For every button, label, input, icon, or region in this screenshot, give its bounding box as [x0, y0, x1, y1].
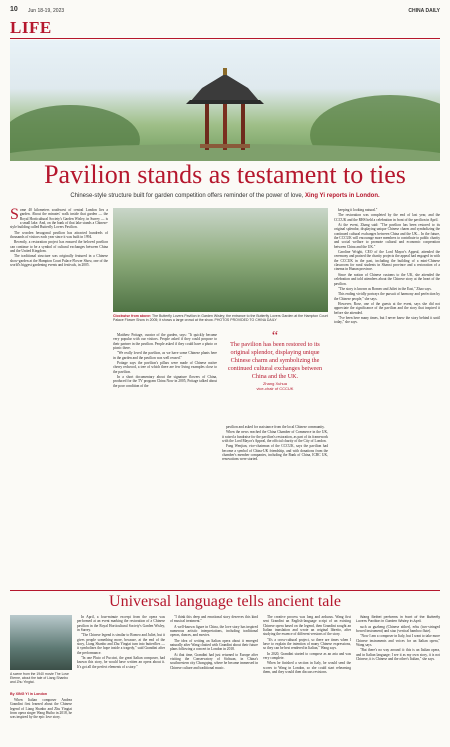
subhead-text: Chinese-style structure built for garden competition offers reminder of the power of love,	[70, 193, 304, 199]
paragraph: "In one Pluto of Puccini, the great Italian composer, had known this story, he would have written an opera about it. It's got all the perfect elements of a story."	[77, 656, 165, 669]
second-byline: By XING YI in London	[10, 692, 48, 696]
caption-text: The Butterfly Lovers Pavilion in Garden Wisley; the entrance to the Butterfly Lovers Garden at the Hampton Court Palace Flower Show in 2005; it shows a large crowd at the show. PHOTOS PROVIDED TO CHINA DAILY	[113, 314, 328, 323]
caption-label: Clockwise from above:	[113, 314, 152, 318]
issue-date: Jun 18-19, 2023	[28, 8, 65, 14]
paragraph: When he finished a section in Italy, he would send the scores to Wang in London, so she could start rehearsing them, and they would then discuss revisions.	[263, 661, 351, 675]
paragraph: Since the notion of Chinese customs to the UK, she attended the celebration and told attendees about the Chinese story at the heart of the pavilion.	[334, 272, 440, 286]
paragraph: Caroline Wright, CEO of the Lord Mayor's Appeal, attended the ceremony and praised the charity projects the appeal had engaged in with the CCCUK in the past, including the building of a mini-Chinese classroom for rural students in Shanxi province and a restoration of a cinema in Hunan province.	[334, 250, 440, 272]
section-title: LIFE	[10, 18, 52, 37]
second-headline: Universal language tells ancient tale	[109, 593, 341, 610]
paragraph: Fang Wenjian, vice-chairman of the CCCUK, says the pavilion had become a symbol of China-UK friendship, and with donations from the chamber's member companies, including the Bank of China, ICBC UK, renovations were started.	[222, 444, 328, 462]
paragraph: At the event, Zhang said: "The pavilion has been restored to its original splendor, displaying unique Chinese charm and symbolizing the continued cultural exchanges between China and the UK... In the future, the CCCUK will encourage more members to contribute to public charity and social welfare to promote cultural and economic cooperation between China and the UK."	[334, 223, 440, 249]
hero-photo	[10, 40, 440, 161]
paragraph: In a short documentary about the signature flowers of China, produced for the TV program China Now in 2005, Pottage talked about the poor condition of the	[113, 375, 217, 388]
second-column-1	[10, 698, 72, 743]
paragraph: "I've been here many times, but I never knew the story behind it until today," she says.	[334, 315, 440, 325]
paragraph: Wang Beibei performs in front of the Butterfly Lovers Pavilion in Garden Wisley in April.	[356, 615, 440, 624]
paragraph: "I think this deep and emotional story deserves this kind of musical treatment."	[170, 615, 258, 624]
paragraph: At that time, Grandini had just returned to Europe after visiting the Conservatory of Sichuan, in China's southwestern city Chongqing, where he became immersed in Chinese culture and traditional music.	[170, 652, 258, 670]
quote-role: vice-chair of CCCUK	[256, 386, 294, 391]
page-header	[10, 6, 440, 18]
paragraph: "We really loved the pavilion, as we have some Chinese plants here in the garden and the pavilion was well reused."	[113, 351, 217, 360]
pull-quote	[222, 329, 328, 425]
paragraph: In April, a four-minute excerpt from the opera was performed at an event marking the restoration of a Chinese pavilion in the Royal Horticultural Society's Garden Wisley, in Surrey.	[77, 615, 165, 633]
article-column-1	[10, 208, 108, 588]
paragraph: The wooden hexagonal pavilion has attracted hundreds of thousands of visitors each year since it was built in 1994.	[10, 230, 108, 240]
paragraph: When Italian composer Andrea Grandini first learned about the Chinese legend of Liang Shanbo and Zhu Yingtai from opera singer Wang Huibo in 2018, he was inspired by the epic love story.	[10, 698, 72, 720]
paragraph: In 2020, Grandini started to compose as an aria and was very complete.	[263, 651, 351, 661]
section-rule	[10, 38, 440, 39]
main-headline: Pavilion stands as testament to ties	[44, 160, 406, 189]
quote-text: The pavilion has been restored to its original splendor, displaying unique Chinese charm and symbolizing the continued cultural exchanges between China and the UK.	[227, 341, 323, 380]
paragraph: When the news reached the China Chamber of Commerce in the UK, it raised a fundraise for the pavilion's restoration, as part of its framework with the Lord Mayor's Appeal, the official charity of the City of London.	[222, 430, 328, 444]
paper-name: CHINA DAILY	[408, 8, 440, 14]
second-column-5	[356, 615, 440, 743]
paragraph: However, Rose, one of the guests at the event, says she did not appreciate the significance of the pavilion and the story that inspired it before she attended.	[334, 301, 440, 315]
quote-mark-icon: “	[271, 329, 279, 344]
drop-cap: S	[10, 206, 19, 223]
paragraph: "The Chinese legend is similar to Romeo and Juliet, but it gives people something more, because, at the end of the story, Liang Shanbo and Zhu Yingtai turn into butterflies — it symbolizes the hope inside a tragedy," said Grandini after the performance.	[77, 633, 165, 655]
paragraph: Pottage says the pavilion's pillars were made of Chinese native cherry redwood, a tree of which there are few living examples close to the pavilion.	[113, 361, 217, 374]
paragraph: "But there's no way around it: this is an Italian opera, and in Italian language; I see it as my own story, it is not Chinese, it is Chinese and the other's Italian," she says.	[356, 648, 440, 662]
paragraph: Matthew Pottage, curator of the garden, says: "It quickly became very popular with our visitors. People asked if they could propose to their partner in the pavilion. People asked if they could have a photo or picnic there.	[113, 333, 217, 351]
movie-still-caption: A scene from the 1940 movie The Love Eterne, about the tale of Liang Shanbo and Zhu Yingtai.	[10, 672, 69, 684]
paragraph: "It's a cross-cultural project, so there are times when I have to explain the intention of many Chinese expressions, so they can be best rendered in Italian," Wang says.	[263, 637, 351, 651]
pavilion-illustration	[10, 40, 440, 161]
second-column-4	[263, 615, 351, 743]
paragraph: "The story is known as Romeo and Juliet in the East," Zhao says.	[338, 286, 432, 291]
paragraph: The traditional structure was originally featured in a Chinese show-garden at the Hampton Court Palace Flower Show, one of the world's biggest gardening events and festivals, in 2005.	[10, 254, 108, 268]
movie-still-photo	[10, 615, 72, 670]
paragraph: The creative process was long and arduous. Wang first sent Grandini an English-language script of an existing Chinese opera based on the legend, then Grandini sought an Italian translation and wrote an original libretto, after studying the essence of different versions of the story.	[263, 615, 351, 637]
paragraph: Recently, a restoration project has ensured the beloved pavilion can continue to be a symbol of cultural exchanges between China and the United Kingdom.	[10, 240, 108, 254]
article-column-4	[334, 208, 440, 588]
paragraph: "Now I am a composer in Italy, but I want to take more Chinese instruments and voices for an Italian opera," Wang says.	[356, 634, 440, 648]
show-garden-photo	[113, 208, 328, 312]
page-number: 10	[10, 6, 18, 13]
second-column-3	[170, 615, 258, 743]
paragraph: pavilion and asked for assistance from the local Chinese community.	[226, 425, 325, 429]
paragraph: This ending vividly portrays the pursuit of harmony and perfection by the Chinese people," she says.	[334, 292, 440, 301]
article-column-3	[222, 425, 328, 588]
paragraph: The restoration was completed by the end of last year, and the CCCUK and the RHS held a celebration in front of the pavilion in April.	[334, 213, 440, 222]
paragraph: such as guzheng (Chinese zither), erhu (two-stringed bowed instrument) and xiao (vertical bamboo flute).	[356, 624, 440, 634]
story-divider	[10, 590, 440, 591]
paragraph: A well-known figure in China, the love story has inspired numerous artistic interpretations, including traditional operas, dances, and movies.	[170, 624, 258, 638]
subhead-byline: Xing Yi reports in London.	[305, 193, 380, 199]
article-column-2	[113, 333, 217, 588]
photo-caption	[113, 314, 328, 322]
paragraph: The idea of writing an Italian opera about it emerged naturally after Wang chatted with Grandini about their future plans following a concert in London in 2018.	[170, 638, 258, 652]
quote-name: Zhang Xuhua	[262, 381, 288, 386]
subheadline	[10, 193, 440, 199]
second-column-2	[77, 615, 165, 743]
paragraph: ome 40 kilometers southwest of central London lies a garden. About the minutes' walk inside that garden — the Royal Horticultural Society's Garden Wisley, in Surrey — is a small lake. And, on the bank of that lake stands a Chinese-style building called Butterfly Lovers Pavilion.	[10, 208, 108, 230]
paragraph: keeping it looking natural."	[338, 208, 378, 212]
